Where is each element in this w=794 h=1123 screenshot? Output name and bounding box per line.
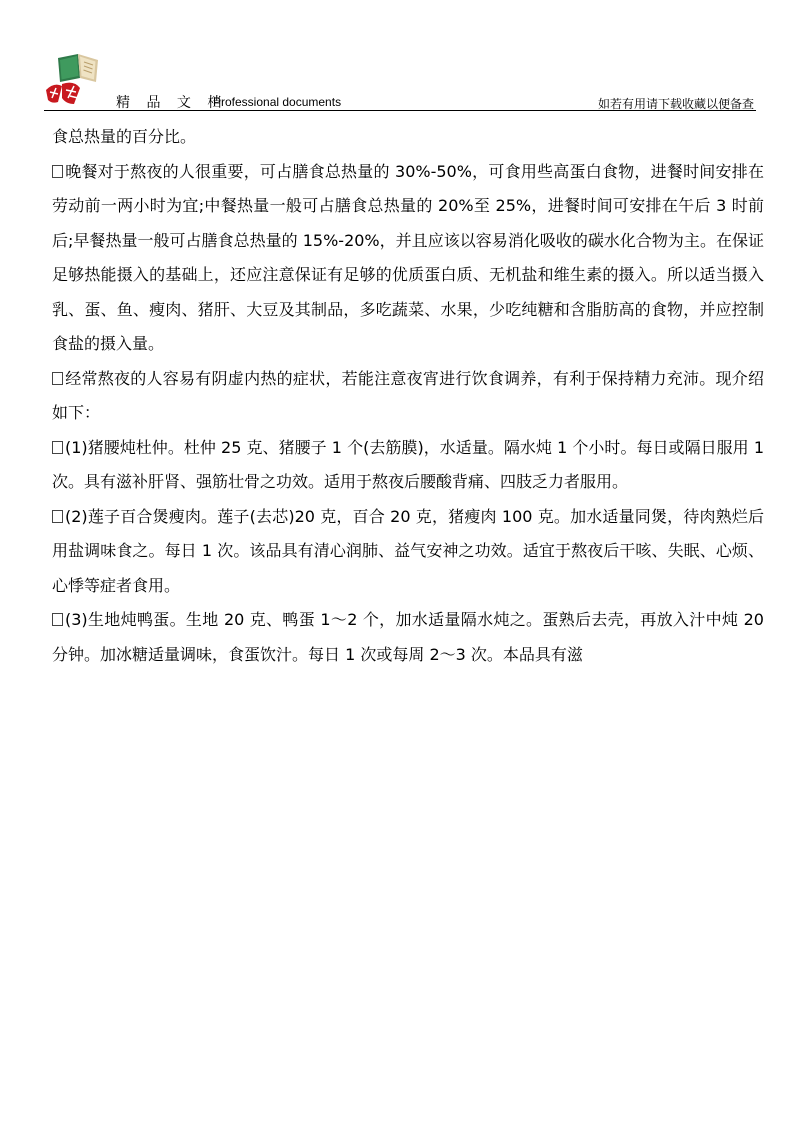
page-header	[0, 0, 794, 112]
paragraph	[52, 500, 764, 604]
square-bullet-icon	[52, 165, 63, 178]
paragraph	[52, 362, 764, 431]
square-bullet-icon	[52, 372, 63, 385]
header-note: 如若有用请下载收藏以便备查	[597, 97, 754, 111]
header-divider	[44, 110, 756, 111]
brand-chinese-title: 精 品 文 档	[116, 95, 228, 111]
paragraph-text: (1)猪腰炖杜仲。杜仲 25 克、猪腰子 1 个(去筋膜)，水适量。隔水炖 1 个小时。每日或隔日服用 1 次。具有滋补肝肾、强筋壮骨之功效。适用于熬夜后腰酸背痛、四肢乏力者服用。	[52, 437, 764, 491]
square-bullet-icon	[52, 613, 63, 626]
paragraph-text: (3)生地炖鸭蛋。生地 20 克、鸭蛋 1～2 个，加水适量隔水炖之。蛋熟后去壳，再放入汁中炖 20 分钟。加冰糖适量调味，食蛋饮汁。每日 1 次或每周 2～3 次。本品具有滋	[52, 610, 764, 664]
square-bullet-icon	[52, 441, 63, 454]
paragraph-text: 食总热量的百分比。	[52, 127, 197, 146]
paragraph	[52, 603, 764, 672]
paragraph-text: 经常熬夜的人容易有阴虚内热的症状，若能注意夜宵进行饮食调养，有利于保持精力充沛。现介绍如下：	[52, 368, 764, 422]
paragraph	[52, 155, 764, 362]
paragraph	[52, 431, 764, 500]
paragraph-text: (2)莲子百合煲瘦肉。莲子(去芯)20 克，百合 20 克，猪瘦肉 100 克。加水适量同煲，待肉熟烂后用盐调味食之。每日 1 次。该品具有清心润肺、益气安神之功效。适宜于熬夜后干咳、失眠、心烦、心悸等症者食用。	[52, 506, 764, 595]
book-logo-icon	[44, 52, 104, 106]
brand-english-title: Professional documents	[213, 95, 342, 109]
paragraph-text: 晚餐对于熬夜的人很重要，可占膳食总热量的 30%-50%，可食用些高蛋白食物，进餐时间安排在劳动前一两小时为宜;中餐热量一般可占膳食总热量的 20%至 25%，进餐时间可安排在午后 3 时前后;早餐热量一般可占膳食总热量的 15%-20%，并且应该以容易消化吸收的碳水化合物为主。在保证足够热能摄入的基础上，还应注意保证有足够的优质蛋白质、无机盐和维生素的摄入。所以适当摄入乳、蛋、鱼、瘦肉、猪肝、大豆及其制品，多吃蔬菜、水果，少吃纯糖和含脂肪高的食物，并应控制食盐的摄入量。	[52, 161, 764, 353]
square-bullet-icon	[52, 510, 63, 523]
paragraph	[52, 120, 764, 155]
document-body	[52, 120, 764, 672]
